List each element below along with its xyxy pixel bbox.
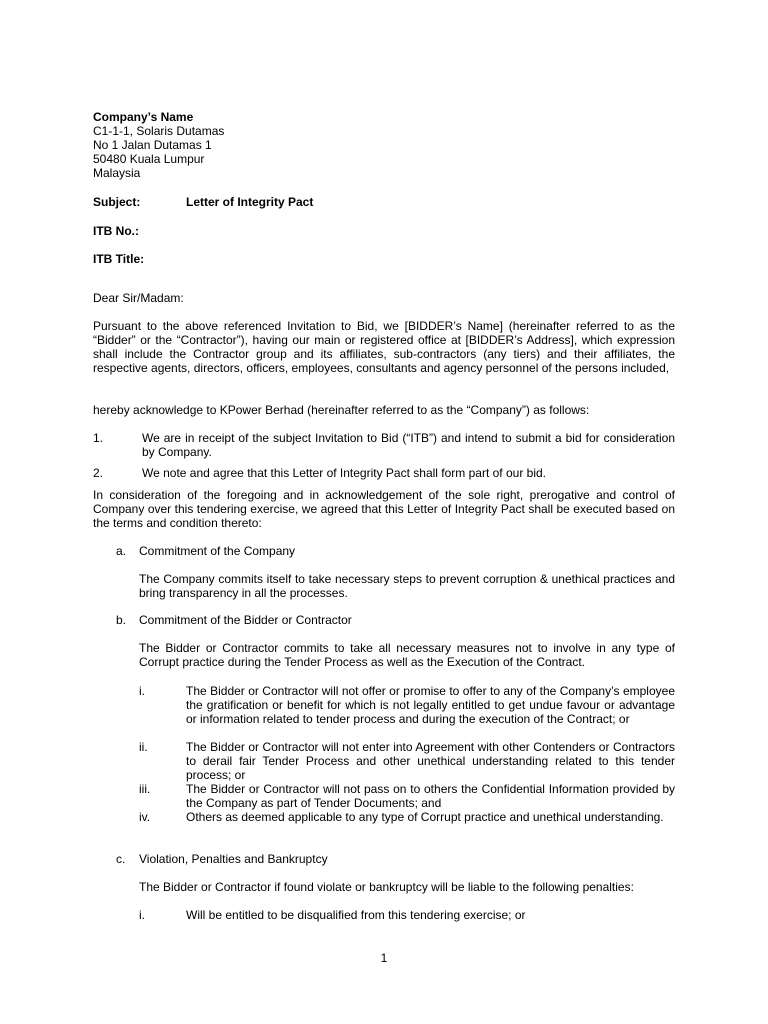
subject-label: Subject:	[93, 195, 141, 209]
section-text: The Bidder or Contractor commits to take all necessary measures not to involve in any type of Corrupt practice during the Tender Process as well as the Execution of the Contract.	[139, 641, 675, 669]
intro-paragraph: Pursuant to the above referenced Invitation to Bid, we [BIDDER’s Name] (hereinafter referred to as the “Bidder” or the “Contractor”), having our main or registered office at [BIDDER’s Address], which expression shall include the Contractor group and its affiliates, sub-contractors (any tiers) and their affiliates, the respective agents, directors, officers, employees, consultants and agency personnel of the persons included,	[93, 319, 675, 375]
numbered-item-text: We are in receipt of the subject Invitation to Bid (“ITB”) and intend to submit a bid for consideration by Company.	[142, 431, 675, 459]
section-text: The Bidder or Contractor if found violate or bankruptcy will be liable to the following penalties:	[139, 880, 634, 894]
section-letter: a.	[116, 544, 127, 558]
company-address-block	[93, 110, 675, 180]
list-number: 2.	[93, 466, 104, 480]
subject-value: Letter of Integrity Pact	[186, 195, 314, 209]
roman-number: i.	[139, 684, 145, 698]
itb-title-label: ITB Title:	[93, 252, 145, 266]
salutation: Dear Sir/Madam:	[93, 291, 184, 305]
roman-item-text: Others as deemed applicable to any type of Corrupt practice and unethical understanding.	[186, 810, 664, 824]
section-letter: b.	[116, 613, 127, 627]
itb-no-label: ITB No.:	[93, 224, 139, 238]
address-line: 50480 Kuala Lumpur	[93, 152, 205, 166]
section-title: Commitment of the Company	[139, 544, 296, 558]
roman-item-text: The Bidder or Contractor will not offer or promise to offer to any of the Company’s employee the gratification or benefit for which is not legally entitled to get undue favour or advantage or information related to tender process and during the execution of the Contract; or	[186, 684, 675, 726]
roman-number: i.	[139, 908, 145, 922]
roman-item-text: The Bidder or Contractor will not enter into Agreement with other Contenders or Contractors to derail fair Tender Process and other unethical understanding related to this tender process; or	[186, 740, 675, 782]
address-line: Malaysia	[93, 166, 141, 180]
section-letter: c.	[116, 852, 126, 866]
company-name: Company’s Name	[93, 110, 194, 124]
section-text: The Company commits itself to take necessary steps to prevent corruption & unethical practices and bring transparency in all the processes.	[139, 572, 675, 600]
roman-number: iv.	[139, 810, 151, 824]
address-line: C1-1-1, Solaris Dutamas	[93, 124, 225, 138]
roman-number: iii.	[139, 782, 151, 796]
list-number: 1.	[93, 431, 104, 445]
roman-number: ii.	[139, 740, 148, 754]
consideration-paragraph: In consideration of the foregoing and in acknowledgement of the sole right, prerogative and control of Company over this tendering exercise, we agreed that this Letter of Integrity Pact shall be executed based on the terms and condition thereto:	[93, 488, 675, 530]
acknowledge-paragraph: hereby acknowledge to KPower Berhad (hereinafter referred to as the “Company”) as follows:	[93, 403, 590, 417]
address-line: No 1 Jalan Dutamas 1	[93, 138, 212, 152]
page-number: 1	[380, 951, 388, 965]
section-title: Commitment of the Bidder or Contractor	[139, 613, 352, 627]
section-title: Violation, Penalties and Bankruptcy	[139, 852, 328, 866]
numbered-item-text: We note and agree that this Letter of Integrity Pact shall form part of our bid.	[142, 466, 546, 480]
roman-item-text: Will be entitled to be disqualified from this tendering exercise; or	[186, 908, 526, 922]
roman-item-text: The Bidder or Contractor will not pass on to others the Confidential Information provided by the Company as part of Tender Documents; and	[186, 782, 675, 810]
